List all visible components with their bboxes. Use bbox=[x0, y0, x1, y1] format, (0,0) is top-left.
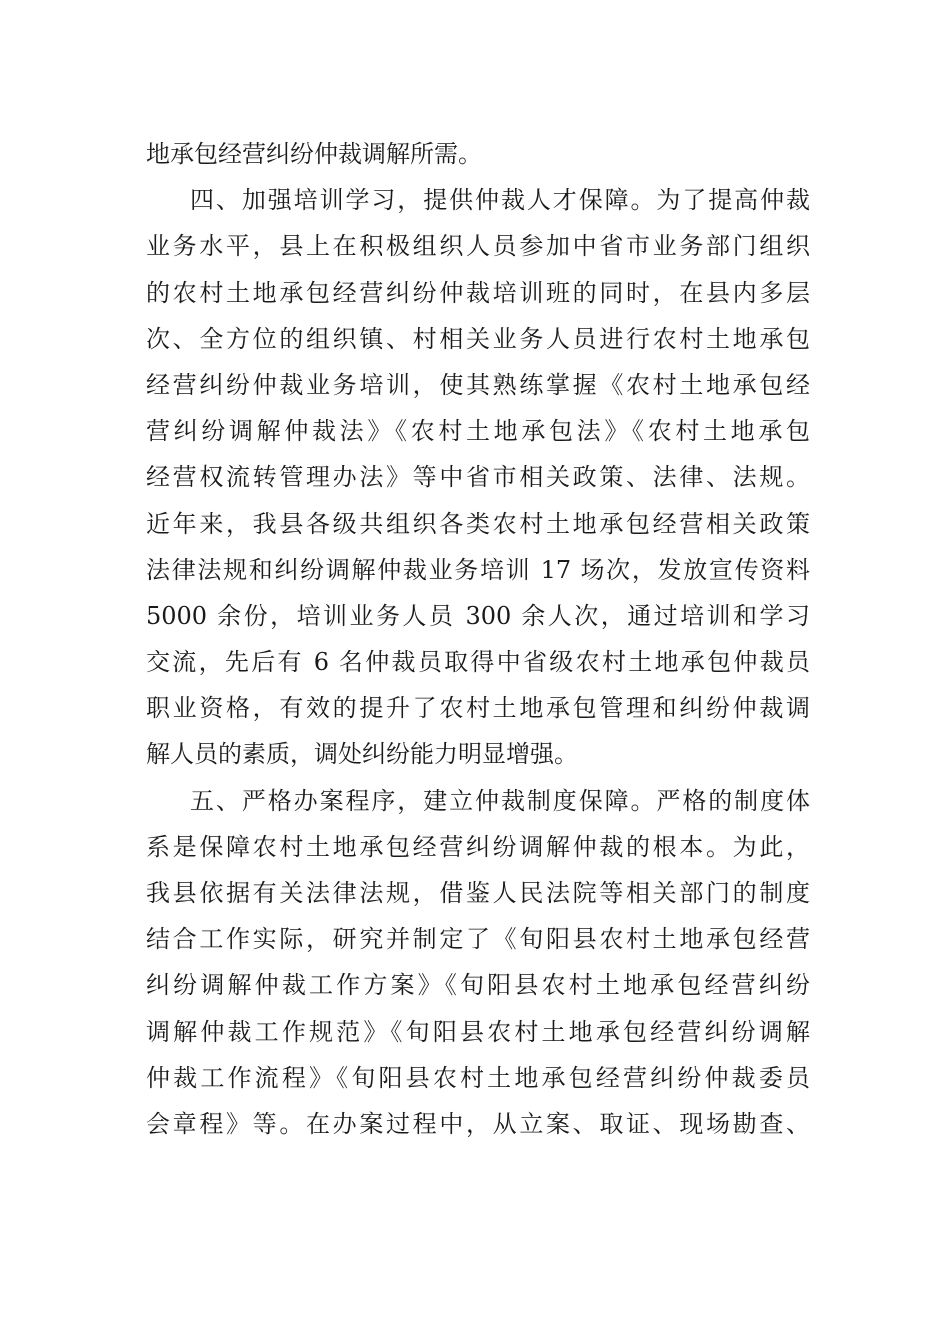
text-line-5: 次、全方位的组织镇、村相关业务人员进行农村土地承包 bbox=[146, 324, 810, 353]
text-line-1: 地承包经营纠纷仲裁调解所需。 bbox=[146, 140, 482, 168]
text-line-6: 经营纠纷仲裁业务培训，使其熟练掌握《农村土地承包经 bbox=[146, 370, 810, 399]
text-line-11: 5000 余份，培训业务人员 300 余人次，通过培训和学习 bbox=[146, 601, 810, 630]
text-line-7: 营纠纷调解仲裁法》《农村土地承包法》《农村土地承包 bbox=[146, 417, 810, 446]
text-line-22: 会章程》等。在办案过程中，从立案、取证、现场勘查、 bbox=[146, 1109, 810, 1138]
text-line-12: 交流，先后有 6 名仲裁员取得中省级农村土地承包仲裁员 bbox=[146, 648, 810, 677]
text-line-4: 的农村土地承包经营纠纷仲裁培训班的同时，在县内多层 bbox=[146, 278, 810, 307]
text-line-16: 系是保障农村土地承包经营纠纷调解仲裁的根本。为此， bbox=[146, 832, 810, 861]
text-line-18: 结合工作实际，研究并制定了《旬阳县农村土地承包经营 bbox=[146, 925, 810, 954]
section-five-heading-line: 五、严格办案程序，建立仲裁制度保障。严格的制度体 bbox=[190, 786, 810, 815]
text-line-20: 调解仲裁工作规范》《旬阳县农村土地承包经营纠纷调解 bbox=[146, 1017, 810, 1046]
text-line-8: 经营权流转管理办法》等中省市相关政策、法律、法规。 bbox=[146, 463, 810, 492]
text-line-10: 法律法规和纠纷调解仲裁业务培训 17 场次，发放宣传资料 bbox=[146, 555, 810, 584]
text-line-9: 近年来，我县各级共组织各类农村土地承包经营相关政策 bbox=[146, 509, 810, 538]
text-line-19: 纠纷调解仲裁工作方案》《旬阳县农村土地承包经营纠纷 bbox=[146, 971, 810, 1000]
section-four-heading-line: 四、加强培训学习，提供仲裁人才保障。为了提高仲裁 bbox=[190, 186, 810, 215]
text-line-3: 业务水平，县上在积极组织人员参加中省市业务部门组织 bbox=[146, 232, 810, 261]
text-line-21: 仲裁工作流程》《旬阳县农村土地承包经营纠纷仲裁委员 bbox=[146, 1063, 810, 1092]
text-line-13: 职业资格，有效的提升了农村土地承包管理和纠纷仲裁调 bbox=[146, 694, 810, 723]
text-line-14: 解人员的素质，调处纠纷能力明显增强。 bbox=[146, 740, 578, 769]
document-body bbox=[146, 131, 810, 1147]
text-line-17: 我县依据有关法律法规，借鉴人民法院等相关部门的制度 bbox=[146, 879, 810, 907]
